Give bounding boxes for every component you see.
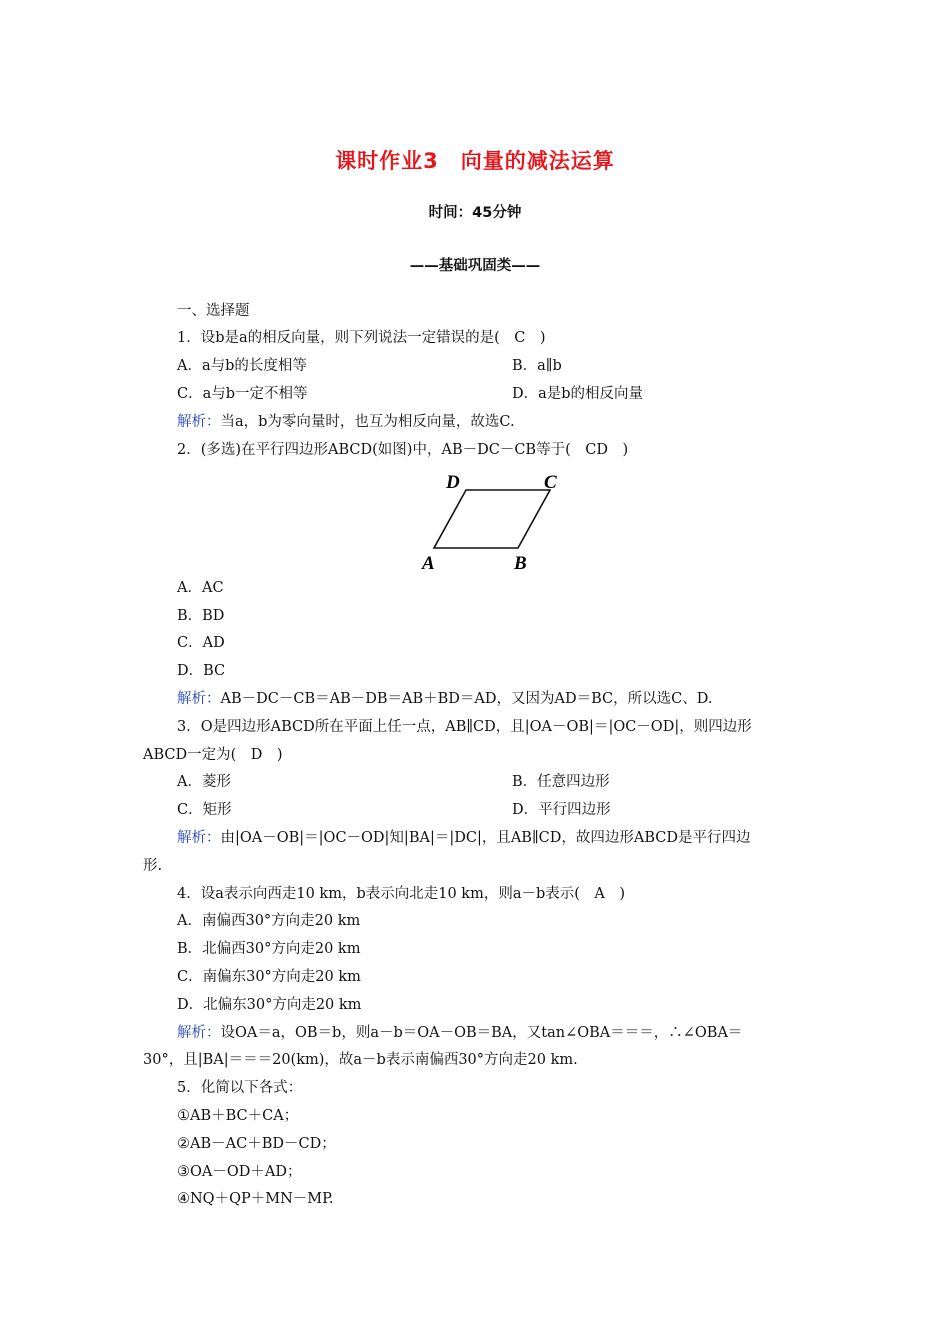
q4-solution <box>177 1023 742 1043</box>
q2-solution <box>177 689 712 709</box>
q4-solution-cont: 30°，且|BA|＝＝＝20(km)，故a－b表示南偏西30°方向走20 km. <box>143 1052 578 1068</box>
question-2: 2．(多选)在平行四边形ABCD(如图)中，AB－DC－CB等于( CD ) <box>177 442 629 458</box>
question-5: 5．化简以下各式： <box>177 1080 303 1096</box>
solution-label: 解析： <box>177 1025 221 1041</box>
parallelogram-shape <box>434 490 550 548</box>
q3-option-d: D．平行四边形 <box>512 802 611 818</box>
q2-option-c: C．AD <box>177 635 225 651</box>
q3-solution <box>177 828 751 848</box>
question-3-cont: ABCD一定为( D ) <box>143 747 283 763</box>
solution-text: 由|OA－OB|＝|OC－OD|知|BA|＝|DC|，且AB∥CD，故四边形ABCD是平行四边 <box>220 830 751 846</box>
q5-item-4: ④NQ＋QP＋MN－MP. <box>177 1191 334 1207</box>
q1-option-b: B．a∥b <box>512 358 562 374</box>
solution-text: AB－DC－CB＝AB－DB＝AB＋BD＝AD，又因为AD＝BC，所以选C、D. <box>220 691 713 707</box>
vertex-label-c: C <box>544 472 557 493</box>
time-limit: 时间：45分钟 <box>428 205 522 221</box>
q4-option-b: B．北偏西30°方向走20 km <box>177 941 361 957</box>
question-3: 3．O是四边形ABCD所在平面上任一点，AB∥CD，且|OA－OB|＝|OC－OD|，则四边形 <box>177 719 752 735</box>
q3-option-a: A．菱形 <box>177 774 231 790</box>
q2-option-b: B．BD <box>177 608 225 624</box>
q3-option-b: B．任意四边形 <box>512 774 610 790</box>
vertex-label-d: D <box>446 472 460 493</box>
vertex-label-b: B <box>514 553 527 574</box>
vertex-label-a: A <box>422 553 435 574</box>
question-1: 1．设b是a的相反向量，则下列说法一定错误的是( C ) <box>177 330 546 346</box>
solution-label: 解析： <box>177 414 221 430</box>
q1-option-d: D．a是b的相反向量 <box>512 386 644 402</box>
q3-option-c: C．矩形 <box>177 802 232 818</box>
q1-option-a: A．a与b的长度相等 <box>177 358 307 374</box>
q5-item-1: ①AB＋BC＋CA； <box>177 1108 299 1124</box>
section-heading: ——基础巩固类—— <box>409 258 541 274</box>
q2-option-d: D．BC <box>177 663 226 679</box>
part-heading: 一、选择题 <box>177 303 250 319</box>
q5-item-2: ②AB－AC＋BD－CD； <box>177 1136 336 1152</box>
q2-option-a: A．AC <box>177 580 224 596</box>
q4-option-d: D．北偏东30°方向走20 km <box>177 997 362 1013</box>
q4-option-a: A．南偏西30°方向走20 km <box>177 913 361 929</box>
q5-item-3: ③OA－OD＋AD； <box>177 1164 302 1180</box>
question-4: 4．设a表示向西走10 km，b表示向北走10 km，则a－b表示( A ) <box>177 886 626 902</box>
parallelogram-figure <box>418 468 568 576</box>
q4-option-c: C．南偏东30°方向走20 km <box>177 969 361 985</box>
page-title: 课时作业3 向量的减法运算 <box>335 149 615 173</box>
q1-solution <box>177 412 515 432</box>
q3-solution-cont: 形. <box>143 858 163 874</box>
solution-text: 当a，b为零向量时，也互为相反向量，故选C. <box>220 414 515 430</box>
solution-text: 设OA＝a，OB＝b，则a－b＝OA－OB＝BA，又tan∠OBA＝＝＝，∴∠OBA＝ <box>220 1025 743 1041</box>
solution-label: 解析： <box>177 830 221 846</box>
q1-option-c: C．a与b一定不相等 <box>177 386 308 402</box>
solution-label: 解析： <box>177 691 221 707</box>
